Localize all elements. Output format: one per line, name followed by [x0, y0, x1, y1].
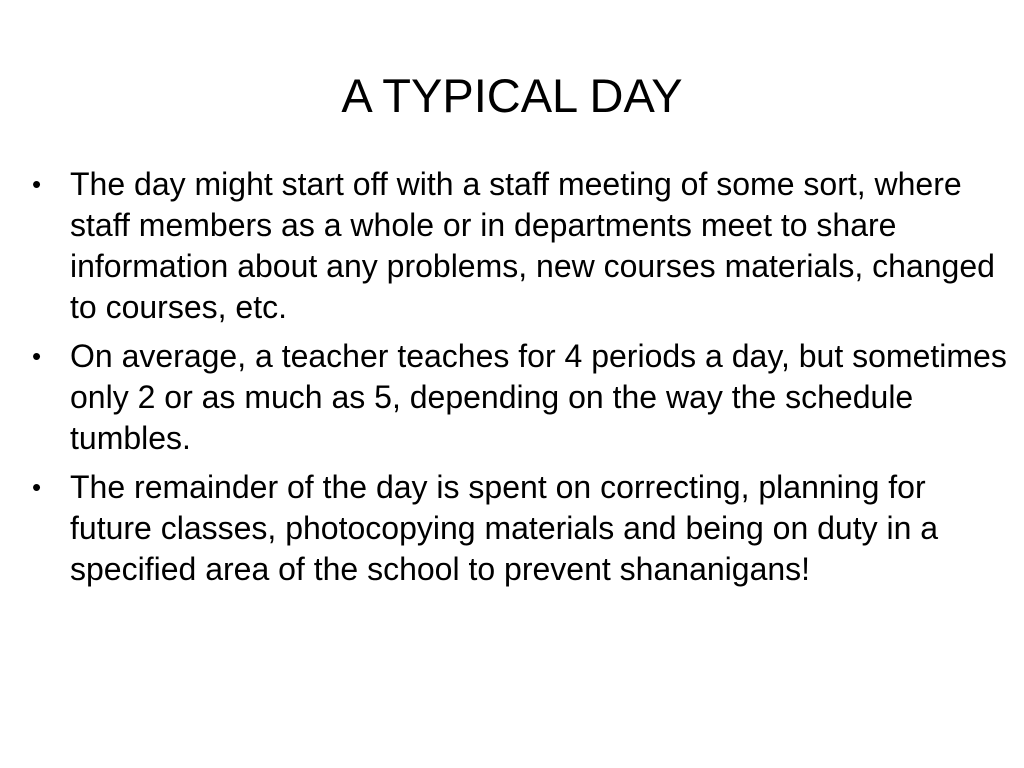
bullet-text: The remainder of the day is spent on correcting, planning for future classes, photocopying materials and being on duty in a specified area of the school to prevent shananigans!: [70, 469, 939, 587]
bullet-point-icon: •: [32, 169, 42, 199]
slide-title: A TYPICAL DAY: [341, 69, 683, 122]
bullet-point-icon: •: [32, 472, 42, 502]
bullet-item: [28, 164, 1013, 328]
bullet-point-icon: •: [32, 341, 42, 371]
bullet-text: The day might start off with a staff meeting of some sort, where staff members as a whole or in departments meet to share information about any problems, new courses materials, changed to courses, etc.: [70, 166, 995, 325]
bullet-list: [28, 164, 1013, 598]
bullet-item: [28, 336, 1013, 459]
bullet-item: [28, 467, 1013, 590]
bullet-text: On average, a teacher teaches for 4 periods a day, but sometimes only 2 or as much as 5, depending on the way the schedule tumbles.: [70, 338, 1007, 456]
